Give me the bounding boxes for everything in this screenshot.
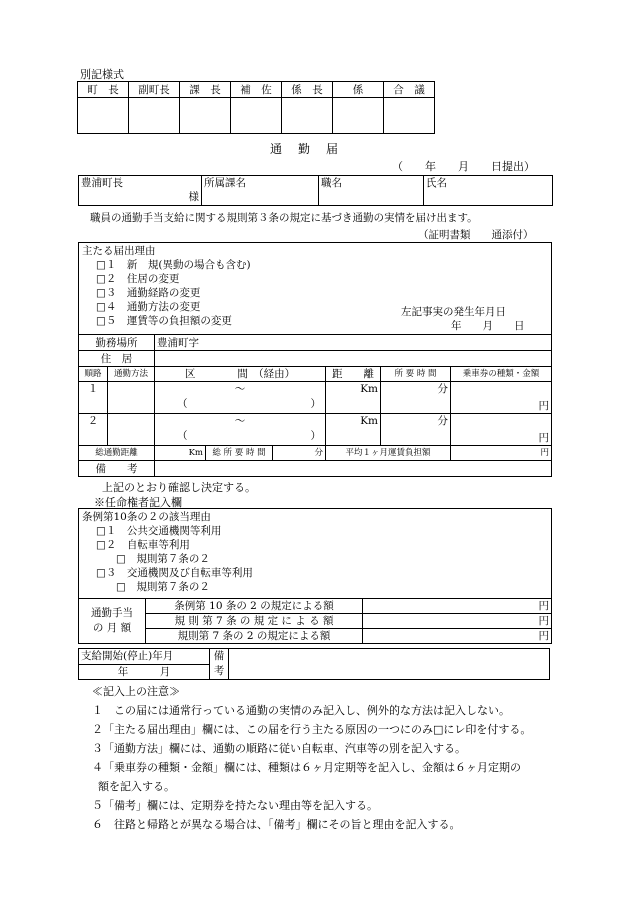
payment-start-label: 支給開始(停止)年月	[79, 649, 210, 665]
note-item: ５「備考」欄には、定期券を持たない理由等を記入する。	[92, 799, 378, 812]
approval-header-consult: 合 議	[384, 82, 435, 98]
route-row	[79, 414, 552, 446]
monthly-amount-cell[interactable]	[363, 614, 552, 629]
notes-title: ≪記入上の注意≫	[92, 685, 180, 698]
route-time-cell[interactable]	[381, 382, 451, 414]
approval-header-mayor: 町 長	[78, 82, 129, 98]
note-item: ２「主たる届出理由」欄には、この届を行う主たる原因の一つにのみ□にレ印を付する。	[92, 723, 532, 736]
route-header-time: 所 要 時 間	[381, 367, 451, 382]
department-cell[interactable]	[202, 176, 319, 206]
route-header-ticket: 乗車券の種類・金額	[451, 367, 552, 382]
monthly-row-label: 規則第 7 条の 2 の規定による額	[146, 629, 363, 644]
name-label: 氏名	[426, 177, 447, 189]
approval-table	[77, 81, 435, 134]
workplace-value[interactable]: 豊浦町字	[155, 335, 552, 351]
approval-header-section-chief: 課 長	[180, 82, 231, 98]
form-label: 別記様式	[80, 68, 124, 81]
addressee-cell	[79, 176, 202, 206]
approval-stamp-box[interactable]	[180, 98, 231, 134]
route-via-close: ）	[310, 430, 321, 442]
residence-value[interactable]	[155, 351, 552, 367]
route-method-cell[interactable]	[108, 414, 155, 446]
route-yen-unit: 円	[538, 400, 549, 412]
approval-header-assistant: 補 佐	[231, 82, 282, 98]
route-via-open: （	[177, 430, 188, 442]
total-distance-cell[interactable]	[155, 446, 206, 461]
applicant-header-table	[78, 175, 553, 206]
route-header-section: 区 間 （経由）	[155, 367, 326, 382]
reason-route-change[interactable]: □３ 通勤経路の変更	[96, 287, 201, 299]
monthly-yen-unit: 円	[538, 600, 549, 612]
route-time-cell[interactable]	[381, 414, 451, 446]
route-km-cell[interactable]	[326, 414, 381, 446]
attachment-note: （証明書類 通添付）	[418, 229, 534, 241]
addressee: 豊浦町長	[81, 177, 123, 189]
fare-label: 平均１ヶ月運賃負担額	[326, 446, 451, 461]
monthly-row-label: 規 則 第 7 条 の 規 定 に よ る 額	[146, 614, 363, 629]
monthly-label-line1: 通勤手当	[91, 607, 133, 619]
route-tilde: 〜	[234, 383, 246, 395]
approval-header-unit-chief: 係 長	[282, 82, 333, 98]
appointer-note: ※任命権者記入欄	[94, 496, 182, 509]
note-item: １ この届には通常行っている通勤の実情のみ記入し、例外的な方法は記入しない。	[92, 704, 510, 717]
payment-remarks-label-1: 備	[213, 650, 225, 662]
post-cell[interactable]	[319, 176, 424, 206]
name-cell[interactable]	[424, 176, 553, 206]
commute-table	[78, 242, 552, 477]
page-title: 通 勤 届	[269, 142, 340, 156]
route-ticket-cell[interactable]	[451, 414, 552, 446]
reasons-block	[79, 243, 552, 335]
route-min-unit: 分	[437, 383, 448, 395]
payment-start-date[interactable]: 年 月	[79, 664, 210, 680]
addressee-honorific: 様	[188, 191, 199, 203]
reason-method-change[interactable]: □４ 通勤方法の変更	[96, 301, 201, 313]
route-min-unit: 分	[437, 415, 448, 427]
post-label: 職名	[321, 177, 342, 189]
reasons-title: 主たる届出理由	[82, 245, 156, 257]
monthly-yen-unit: 円	[538, 630, 549, 642]
route-tilde: 〜	[234, 415, 246, 427]
note-item-continued: 額を記入する。	[98, 780, 175, 793]
confirm-text: 上記のとおり確認し決定する。	[102, 481, 256, 494]
total-min-unit: 分	[314, 448, 323, 458]
route-km-cell[interactable]	[326, 382, 381, 414]
reason-new[interactable]: □１ 新 規(異動の場合も含む)	[96, 259, 251, 271]
submission-date[interactable]: （ 年 月 日提出）	[392, 160, 535, 173]
fare-yen-unit: 円	[540, 448, 549, 458]
note-item: ４「乗車券の種類・金額」欄には、種類は６ヶ月定期等を記入し、金額は６ヶ月定期の	[92, 761, 521, 774]
note-item: ３「通勤方法」欄には、通勤の順路に従い自転車、汽車等の別を記入する。	[92, 742, 466, 755]
monthly-amount-cell[interactable]	[363, 599, 552, 614]
workplace-label: 勤務場所	[79, 335, 155, 351]
approval-stamp-box[interactable]	[333, 98, 384, 134]
route-section-cell[interactable]	[155, 414, 326, 446]
payment-remarks-label-2: 考	[213, 665, 225, 677]
route-via-close: ）	[310, 398, 321, 410]
ordinance-block	[79, 509, 552, 599]
route-km-unit: Km	[360, 383, 378, 395]
route-ticket-cell[interactable]	[451, 382, 552, 414]
payment-start-table	[78, 648, 550, 680]
approval-stamp-box[interactable]	[282, 98, 333, 134]
route-section-cell[interactable]	[155, 382, 326, 414]
total-km-unit: Km	[188, 448, 203, 458]
ordinance-public-transport[interactable]: □１ 公共交通機関等利用	[96, 525, 222, 537]
payment-remarks-value[interactable]	[229, 649, 550, 680]
route-method-cell[interactable]	[108, 382, 155, 414]
monthly-amount-cell[interactable]	[363, 629, 552, 644]
route-order: ２	[79, 414, 108, 446]
approval-header-deputy-mayor: 副町長	[129, 82, 180, 98]
route-header-distance: 距 離	[326, 367, 381, 382]
monthly-row-label: 条例第 10 条の 2 の規定による額	[146, 599, 363, 614]
notes-section	[92, 682, 531, 834]
ordinance-bicycle[interactable]: □２ 自転車等利用	[96, 539, 190, 551]
reason-residence-change[interactable]: □２ 住居の変更	[96, 273, 180, 285]
statement-text: 職員の通勤手当支給に関する規則第３条の規定に基づき通勤の実情を届け出ます。	[90, 212, 478, 224]
ordinance-table	[78, 508, 552, 644]
department-label: 所属課名	[204, 177, 246, 189]
occurrence-label: 左記事実の発生年月日	[401, 306, 506, 318]
remarks-label: 備 考	[79, 461, 155, 477]
ordinance-title: 条例第10条の２の該当理由	[82, 511, 211, 523]
approval-header-staff: 係	[333, 82, 384, 98]
approval-stamp-box[interactable]	[231, 98, 282, 134]
residence-label: 住 居	[79, 351, 155, 367]
route-via-open: （	[177, 398, 188, 410]
ordinance-rule-7-2-b[interactable]: □ 規則第７条の２	[116, 581, 210, 593]
approval-stamp-box[interactable]	[129, 98, 180, 134]
approval-stamp-box[interactable]	[78, 98, 129, 134]
note-item: ６ 往路と帰路とが異なる場合は、「備考」欄にその旨と理由を記入する。	[92, 818, 461, 831]
total-time-cell[interactable]	[273, 446, 326, 461]
total-distance-label: 総通勤距離	[79, 446, 155, 461]
remarks-value[interactable]	[155, 461, 552, 477]
monthly-label	[79, 599, 146, 644]
route-yen-unit: 円	[538, 432, 549, 444]
fare-cell[interactable]	[451, 446, 552, 461]
occurrence-date[interactable]: 年 月 日	[451, 320, 525, 332]
ordinance-rule-7-2-a[interactable]: □ 規則第７条の２	[116, 553, 210, 565]
route-order: １	[79, 382, 108, 414]
route-km-unit: Km	[360, 415, 378, 427]
monthly-yen-unit: 円	[538, 615, 549, 627]
monthly-label-line2: の 月 額	[92, 622, 132, 634]
payment-remarks-label	[210, 649, 229, 680]
reason-fare-change[interactable]: □５ 運賃等の負担額の変更	[96, 315, 232, 327]
approval-stamp-box[interactable]	[384, 98, 435, 134]
route-row	[79, 382, 552, 414]
route-header-order: 順路	[79, 367, 108, 382]
ordinance-transport-and-bicycle[interactable]: □３ 交通機関及び自転車等利用	[96, 567, 253, 579]
route-header-method: 通勤方法	[108, 367, 155, 382]
total-time-label: 総 所 要 時 間	[206, 446, 273, 461]
